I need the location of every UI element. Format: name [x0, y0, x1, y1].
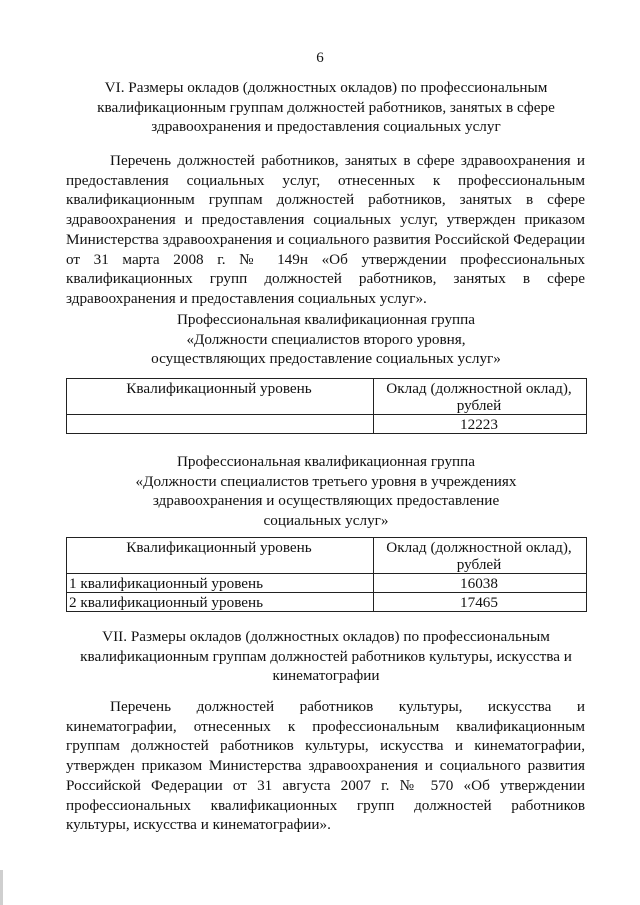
table-row	[67, 593, 587, 612]
group-title-line: «Должности специалистов второго уровня,	[186, 330, 466, 348]
paragraph-line: Министерства здравоохранения и социального развития Российской Федерации	[66, 230, 585, 248]
group-title-line: социальных услуг»	[263, 511, 389, 529]
page-number: 6	[316, 50, 324, 66]
paragraph-line: группам должностей работников культуры, искусства и кинематографии,	[66, 737, 585, 755]
qualification-level-cell	[67, 415, 374, 434]
paragraph-line: профессиональных квалификационных групп должностей работников	[66, 796, 585, 814]
group-title-line: Профессиональная квалификационная группа	[176, 311, 476, 328]
group-title-line: осуществляющих предоставление социальных услуг»	[151, 350, 501, 367]
section-7-heading	[66, 627, 586, 686]
header-qualification-level: Квалификационный уровень	[67, 379, 374, 415]
heading-line: VII. Размеры окладов (должностных окладов) по профессиональным	[102, 628, 550, 645]
table-row	[67, 574, 587, 593]
group-2-title	[66, 452, 586, 530]
paragraph-line: культуры, искусства и кинематографии».	[66, 816, 331, 834]
group-1-title	[66, 310, 586, 369]
group-1-salary-table	[66, 378, 587, 434]
paragraph-line: от 31 марта 2008 г. № 149н «Об утверждении профессиональных	[66, 250, 585, 268]
paragraph-line: предоставления социальных услуг, отнесенных к профессиональным	[66, 171, 585, 189]
header-qualification-level: Квалификационный уровень	[67, 538, 374, 574]
heading-line: квалификационным группам должностей работников культуры, искусства и	[80, 647, 572, 665]
header-salary: Оклад (должностной оклад), рублей	[374, 379, 587, 415]
table-header-row	[67, 379, 587, 415]
paragraph-line: Перечень должностей работников культуры, искусства и	[110, 698, 585, 715]
qualification-level-cell: 1 квалификационный уровень	[67, 574, 374, 593]
paragraph-line: здравоохранения и предоставления социальных услуг, утвержден приказом	[66, 211, 585, 229]
paragraph-line: Перечень должностей работников, занятых в сфере здравоохранения и	[110, 152, 585, 169]
group-title-line: Профессиональная квалификационная группа	[176, 453, 476, 470]
table-header-row	[67, 538, 587, 574]
heading-line: квалификационным группам должностей работников, занятых в сфере	[97, 98, 555, 116]
salary-cell: 12223	[374, 415, 587, 434]
section-7-paragraph	[66, 697, 585, 835]
group-2-salary-table	[66, 537, 587, 612]
scan-edge-mark	[0, 870, 3, 905]
heading-line: кинематографии	[272, 667, 380, 684]
heading-line: VI. Размеры окладов (должностных окладов) по профессиональным	[104, 79, 548, 96]
group-title-line: «Должности специалистов третьего уровня в учреждениях	[135, 472, 517, 490]
heading-line: здравоохранения и предоставления социальных услуг	[151, 118, 501, 135]
table-row	[67, 415, 587, 434]
paragraph-line: утвержден приказом Министерства здравоохранения и социального развития	[66, 757, 585, 775]
paragraph-line: кинематографии, отнесенных к профессиональным квалификационным	[66, 717, 585, 735]
paragraph-line: квалификационным группам должностей работников, занятых в сфере	[66, 191, 585, 209]
qualification-level-cell: 2 квалификационный уровень	[67, 593, 374, 612]
section-6-heading	[66, 78, 586, 137]
section-6-paragraph	[66, 151, 585, 309]
salary-cell: 17465	[374, 593, 587, 612]
salary-cell: 16038	[374, 574, 587, 593]
paragraph-line: здравоохранения и предоставления социальных услуг».	[66, 289, 427, 307]
paragraph-line: Российской Федерации от 31 августа 2007 г. № 570 «Об утверждении	[66, 776, 585, 794]
header-salary: Оклад (должностной оклад), рублей	[374, 538, 587, 574]
group-title-line: здравоохранения и осуществляющих предоставление	[152, 492, 500, 509]
paragraph-line: квалификационных групп должностей работников, занятых в сфере	[66, 270, 585, 288]
